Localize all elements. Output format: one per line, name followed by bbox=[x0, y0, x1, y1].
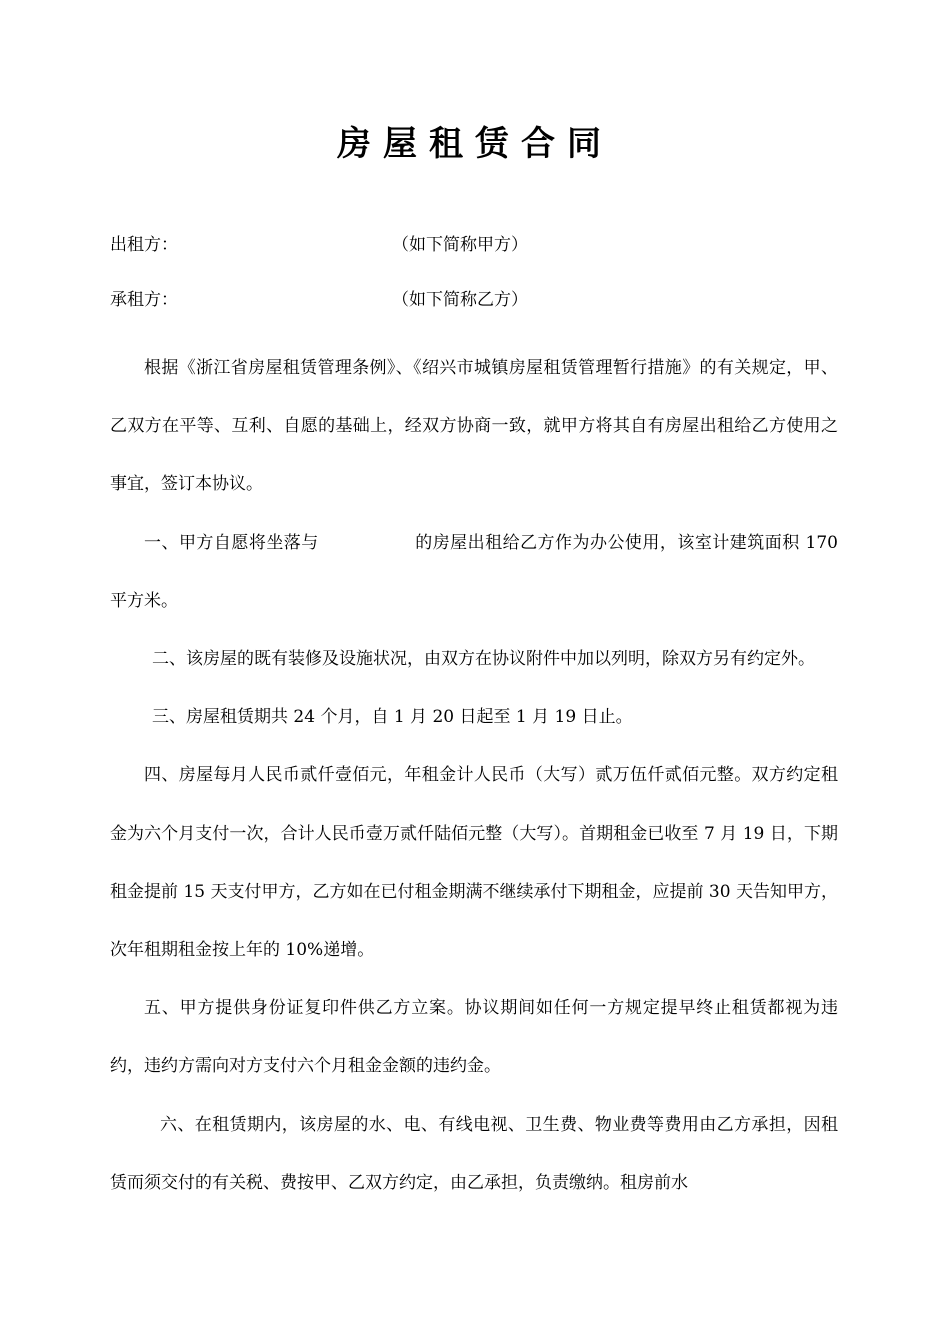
clause-1-paragraph bbox=[110, 514, 838, 630]
lessor-note: （如下简称甲方） bbox=[392, 235, 528, 255]
lessee-line bbox=[110, 287, 528, 313]
document-title: 房屋租赁合同 bbox=[337, 124, 613, 164]
clause-1-text-after: 的房屋出租给乙方作为办公使用，该室计建筑面积 170 平方米。 bbox=[110, 532, 838, 611]
lessee-label: 承租方： bbox=[110, 290, 178, 310]
preamble-paragraph: 根据《浙江省房屋租赁管理条例》、《绍兴市城镇房屋租赁管理暂行措施》的有关规定，甲、乙双方在平等、互利、自愿的基础上，经双方协商一致，就甲方将其自有房屋出租给乙方使用之事宜，签订本协议。 bbox=[110, 358, 838, 495]
clause-3-paragraph: 三、房屋租赁期共 24 个月，自 1 月 20 日起至 1 月 19 日止。 bbox=[152, 707, 633, 728]
clause-2-paragraph: 二、该房屋的既有装修及设施状况，由双方在协议附件中加以列明，除双方另有约定外。 bbox=[152, 649, 815, 670]
clause-5-paragraph: 五、甲方提供身份证复印件供乙方立案。协议期间如任何一方规定提早终止租赁都视为违约，违约方需向对方支付六个月租金金额的违约金。 bbox=[110, 998, 838, 1077]
lessor-line bbox=[110, 232, 528, 258]
lessee-note: （如下简称乙方） bbox=[392, 290, 528, 310]
clause-4-paragraph: 四、房屋每月人民币贰仟壹佰元，年租金计人民币（大写）贰万伍仟贰佰元整。双方约定租金为六个月支付一次，合计人民币壹万贰仟陆佰元整（大写）。首期租金已收至 7 月 19 日，下期租金提前 15 天支付甲方，乙方如在已付租金期满不继续承付下期租金，应提前 30 天告知甲方，次年租期租金按上年的 10%递增。 bbox=[110, 765, 838, 961]
contract-body bbox=[110, 339, 838, 1212]
clause-1-text-before: 一、甲方自愿将坐落与 bbox=[144, 532, 319, 553]
clause-6-paragraph: 六、在租赁期内，该房屋的水、电、有线电视、卫生费、物业费等费用由乙方承担，因租赁而须交付的有关税、费按甲、乙双方约定，由乙承担，负责缴纳。租房前水 bbox=[110, 1114, 838, 1193]
lessor-label: 出租方： bbox=[110, 235, 178, 255]
